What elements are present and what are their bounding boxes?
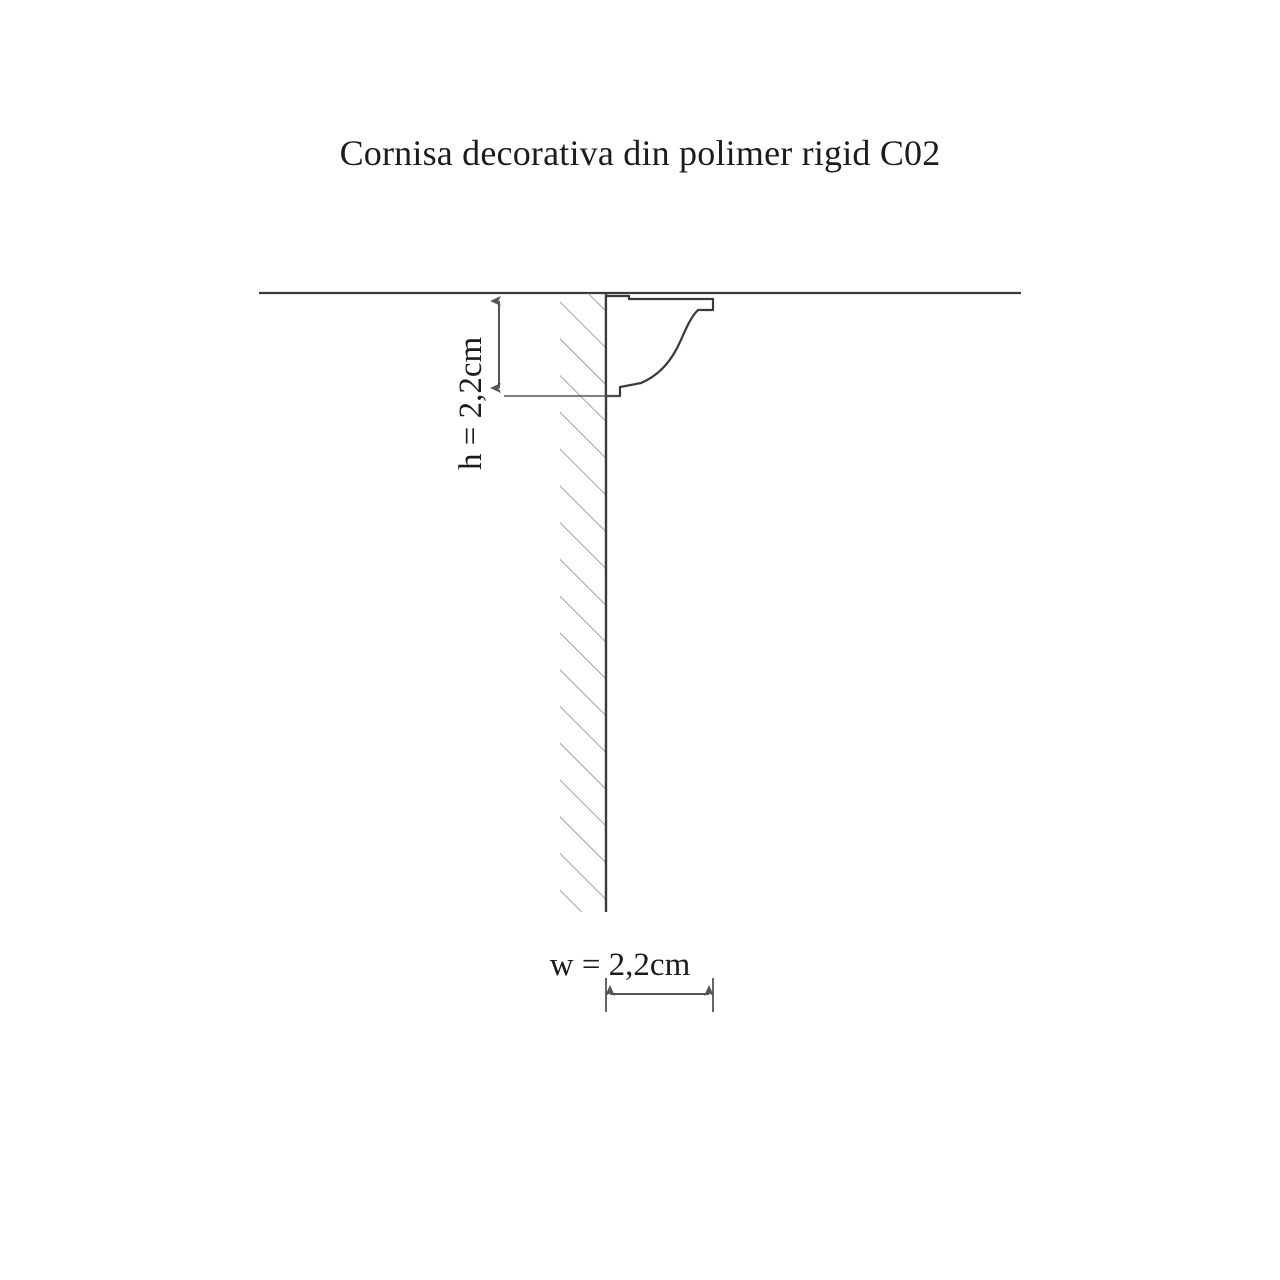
page-title: Cornisa decorativa din polimer rigid C02 [339,133,941,173]
hatched-wall [560,293,607,912]
width-dimension-label: w = 2,2cm [549,947,691,983]
cornice-profile [606,296,713,396]
height-dimension-label: h = 2,2cm [453,336,489,470]
